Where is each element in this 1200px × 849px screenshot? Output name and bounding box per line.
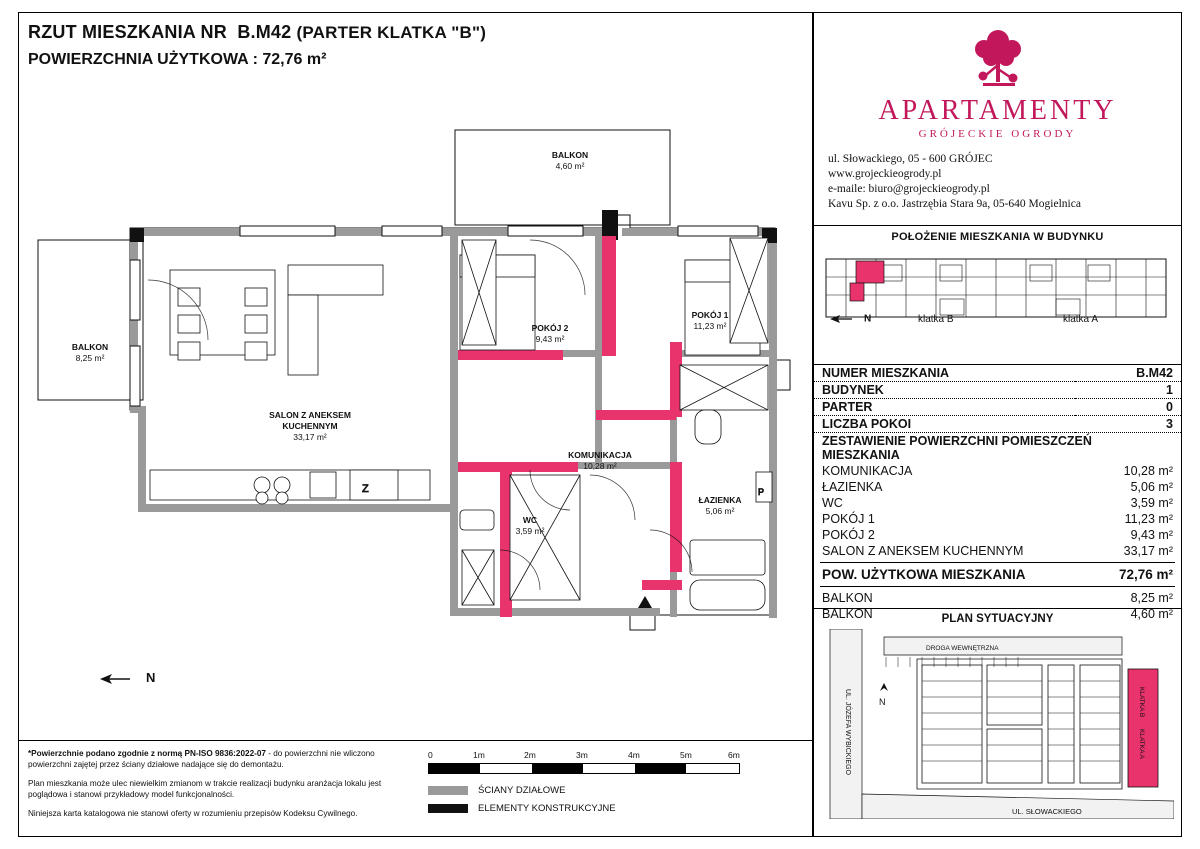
room-area: 3,59 m²	[1130, 496, 1173, 510]
room-area: 11,23 m²	[1124, 512, 1173, 526]
brand-name: APARTAMENTY	[878, 95, 1117, 126]
company-address	[828, 152, 1181, 212]
row-value: 1	[1075, 382, 1181, 399]
legend-swatch-structure	[428, 804, 468, 813]
address-line-1: ul. Słowackiego, 05 - 600 GRÓJEC	[828, 153, 993, 165]
north-arrow-plan: N	[100, 670, 155, 687]
areas-section-title: ZESTAWIENIE POWIERZCHNI POMIESZCZEŃ MIESZKANIA	[822, 434, 1092, 462]
keyplan-label-klatka-a: klatka A	[1063, 314, 1099, 325]
total-label: POW. UŻYTKOWA MIESZKANIA	[822, 567, 1026, 582]
room-name: POKÓJ 2	[822, 528, 875, 542]
svg-text:Z: Z	[362, 483, 369, 495]
svg-text:KLATKA A: KLATKA A	[1138, 729, 1145, 759]
total-row	[814, 566, 1181, 583]
scale-tick-0: 0	[428, 750, 433, 760]
scale-tick-3: 3m	[576, 750, 588, 760]
row-label: PARTER	[814, 399, 1075, 416]
scale-tick-2: 2m	[524, 750, 536, 760]
building-location-plan	[820, 247, 1175, 327]
building-key-plan-svg	[820, 247, 1172, 329]
right-column	[813, 13, 1181, 836]
room-name: ŁAZIENKA	[822, 480, 883, 494]
brand-subtitle: GRÓJECKIE OGRODY	[918, 128, 1077, 140]
row-value: 0	[1075, 399, 1181, 416]
balcony-label: BALKON	[822, 591, 873, 605]
table-row	[814, 479, 1181, 495]
address-line-3: e-maile: biuro@grojeckieogrody.pl	[828, 183, 990, 195]
room-name: SALON Z ANEKSEM KUCHENNYM	[822, 544, 1024, 558]
site-plan-block	[813, 609, 1181, 836]
room-area: 9,43 m²	[1130, 528, 1173, 542]
svg-text:DROGA WEWNĘTRZNA: DROGA WEWNĘTRZNA	[926, 645, 999, 652]
balcony-label: BALKON	[822, 607, 873, 621]
balcony-area: 8,25 m²	[1130, 591, 1173, 605]
total-value: 72,76 m²	[1118, 567, 1173, 582]
room-label-pokoj1: POKÓJ 1 11,23 m²	[691, 310, 729, 331]
building-location-title: POŁOŻENIE MIESZKANIA W BUDYNKU	[891, 231, 1104, 243]
row-value: 3	[1075, 416, 1181, 433]
balcony-area: 4,60 m²	[1130, 607, 1173, 621]
room-name: KOMUNIKACJA	[822, 464, 913, 478]
room-label-salon: SALON Z ANEKSEM KUCHENNYM 33,17 m²	[269, 410, 351, 442]
scale-tick-1: 1m	[473, 750, 485, 760]
scale-tick-5: 5m	[680, 750, 692, 760]
scale-tick-6: 6m	[728, 750, 740, 760]
title-area-value: POWIERZCHNIA UŻYTKOWA : 72,76 m²	[28, 51, 327, 68]
room-label-pokoj2: POKÓJ 2 9,43 m²	[531, 323, 569, 344]
note3: Niniejsza karta katalogowa nie stanowi oferty w rozumieniu przepisów Kodeksu Cywilnego.	[28, 809, 358, 818]
legend-swatch-partition	[428, 786, 468, 795]
legend-label-structure: ELEMENTY KONSTRUKCYJNE	[478, 803, 616, 814]
title-unit: B.M42	[237, 22, 292, 42]
keyplan-label-klatka-b: klatka B	[918, 314, 954, 325]
legend-item-partition	[428, 785, 616, 796]
room-area: 10,28 m²	[1123, 464, 1173, 478]
site-plan-drawing	[822, 629, 1173, 819]
note2: Plan mieszkania może ulec niewielkim zmianom w trakcie realizacji budynku aranżacja lokalu jest poglądowa i stanowi przykładowy model funkcjonalności.	[28, 779, 382, 799]
address-line-2: www.grojeckieogrody.pl	[828, 168, 942, 180]
note1-rest: - do powierzchni nie wliczono powierzchni zajętej przez ściany działowe nadające się do demontażu.	[28, 749, 375, 769]
svg-text:KLATKA B: KLATKA B	[1138, 687, 1145, 718]
building-location-block	[813, 226, 1181, 365]
room-name: WC	[822, 496, 843, 510]
legend-label-partition: ŚCIANY DZIAŁOWE	[478, 785, 566, 796]
room-name: POKÓJ 1	[822, 512, 875, 526]
note1-bold: *Powierzchnie podano zgodnie z normą PN-ISO 9836:2022-07	[28, 749, 266, 758]
legend-item-structure	[428, 803, 616, 814]
room-area: 5,06 m²	[1130, 480, 1173, 494]
room-label-komunikacja: KOMUNIKACJA 10,28 m²	[568, 450, 632, 471]
svg-text:N: N	[879, 697, 886, 707]
floor-plan-drawing	[30, 110, 800, 730]
page-title	[28, 22, 808, 82]
info-table	[814, 365, 1181, 622]
title-suffix: (PARTER KLATKA "B")	[296, 23, 487, 42]
legend	[428, 785, 616, 821]
logo-block	[813, 13, 1181, 226]
site-plan-title: PLAN SYTUACYJNY	[941, 613, 1054, 625]
scale-bar	[428, 750, 758, 774]
floor-plan-svg	[30, 110, 800, 730]
table-row	[814, 365, 1181, 382]
table-row	[814, 527, 1181, 543]
svg-text:UL. SŁOWACKIEGO: UL. SŁOWACKIEGO	[1012, 807, 1082, 816]
row-label: LICZBA POKOI	[814, 416, 1075, 433]
row-label: BUDYNEK	[814, 382, 1075, 399]
scale-tick-4: 4m	[628, 750, 640, 760]
row-value: B.M42	[1075, 365, 1181, 382]
site-plan-svg	[822, 629, 1174, 819]
table-row	[814, 416, 1181, 433]
tree-logo-icon	[953, 25, 1043, 93]
table-row	[814, 543, 1181, 559]
disclaimer-notes	[28, 748, 408, 827]
north-arrow-keyplan: N	[830, 313, 871, 325]
row-label: NUMER MIESZKANIA	[814, 365, 1075, 382]
table-row	[814, 382, 1181, 399]
svg-text:P: P	[758, 487, 765, 497]
table-row	[814, 511, 1181, 527]
room-label-balkon-top: BALKON 4,60 m²	[551, 150, 589, 171]
table-row	[814, 463, 1181, 479]
table-row	[814, 399, 1181, 416]
horizontal-divider	[19, 740, 812, 741]
room-label-lazienka: ŁAZIENKA 5,06 m²	[698, 495, 742, 516]
table-row	[814, 590, 1181, 606]
table-row	[814, 495, 1181, 511]
address-line-4: Kavu Sp. z o.o. Jastrzębia Stara 9a, 05-640 Mogielnica	[828, 198, 1081, 210]
room-label-wc: WC 3,59 m²	[515, 515, 545, 536]
room-label-balkon-left: BALKON 8,25 m²	[71, 342, 109, 363]
svg-text:UL. JÓZEFA WYBICKIEGO: UL. JÓZEFA WYBICKIEGO	[844, 689, 851, 775]
title-main: RZUT MIESZKANIA NR	[28, 22, 227, 42]
room-area: 33,17 m²	[1123, 544, 1173, 558]
